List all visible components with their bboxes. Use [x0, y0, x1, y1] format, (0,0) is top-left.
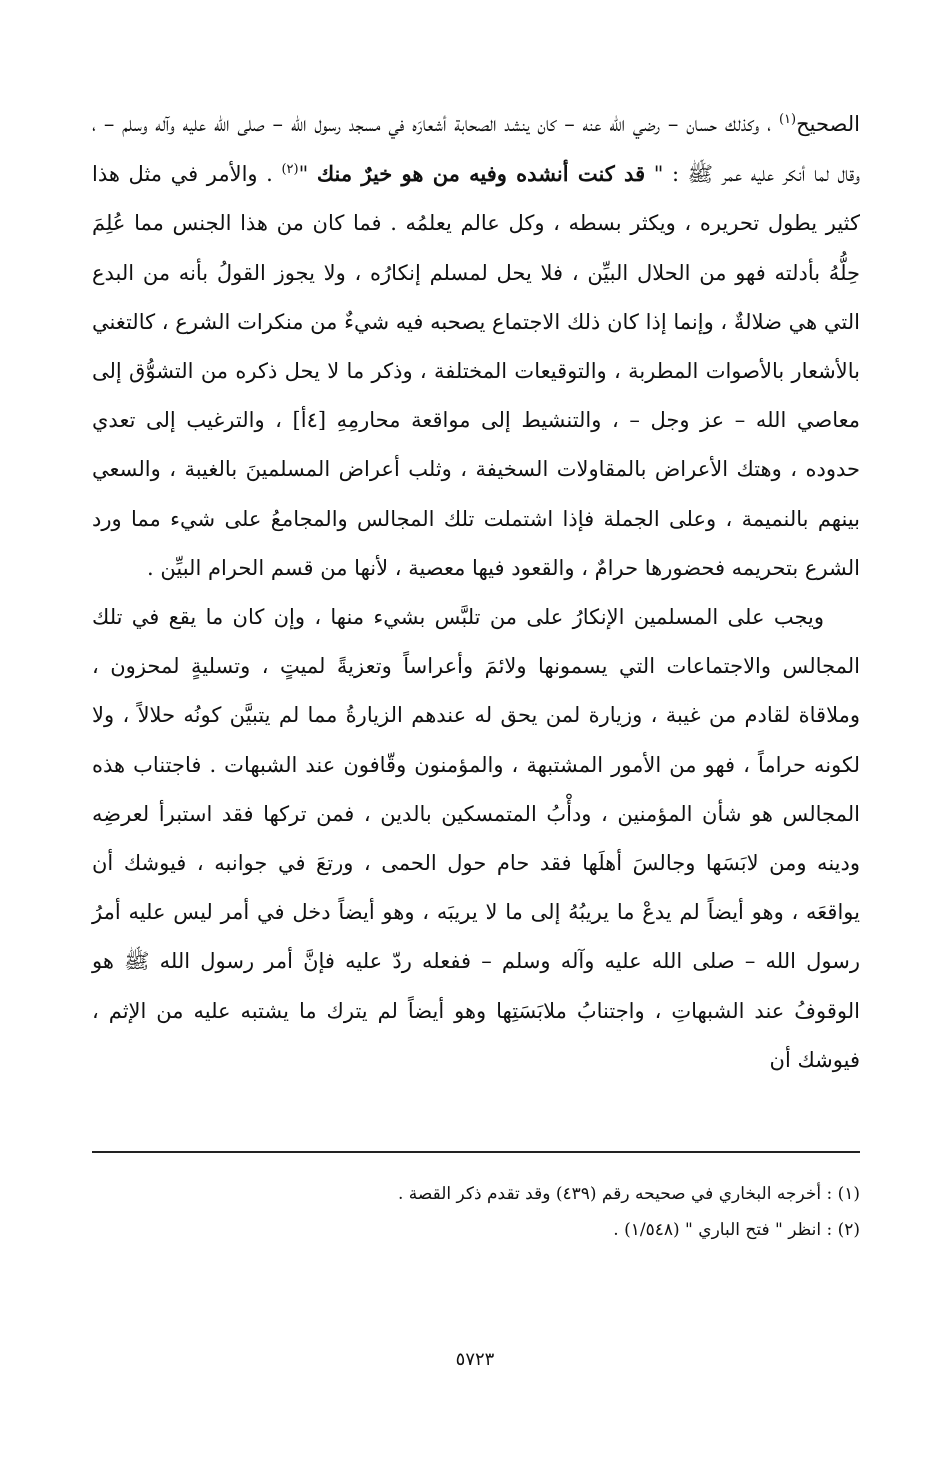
p1-text-mid: ، وكذلك حسان – رضي الله عنه – كان ينشد الصحابة أشعارَه في مسجد رسول الله – صلى الله عليه وآله وسلم – ، وقال لما أنكر عليه عمر ﷺ : ": [92, 112, 860, 187]
footnote-1: (١) : أخرجه البخاري في صحيحه رقم (٤٣٩) وقد تقدم ذكر القصة .: [397, 1184, 860, 1204]
p1-text-start: الصحيح: [796, 112, 860, 136]
paragraph-2: ويجب على المسلمين الإنكارُ على من تلبَّس بشيء منها ، وإن كان ما يقع في تلك المجالس والاجتماعات التي يسمونها ولائمَ وأعراساً وتعزيةً لميتٍ ، وتسليةٍ لمحزون ، وملاقاة لقادم من غيبة ، وزيارة لمن يحق له عندهم الزيارةُ مما لم يتبيَّن كونُه حلالاً ، ولا لكونه حراماً ، فهو من الأمور المشتبهة ، والمؤمنون وقّافون عند الشبهات . فاجتناب هذه المجالس هو شأن المؤمنين ، ودأْبُ المتمسكين بالدين ، فمن تركها فقد استبرأ لعرضِه ودينه ومن لابَسَها وجالسَ أهلَها فقد حام حول الحمى ، ورتعَ في جوانبه ، فيوشك أن يواقعَه ، وهو أيضاً لم يدعْ ما يريبُهُ إلى ما لا يريبَه ، وهو أيضاً دخل في أمر ليس عليه أمرُ رسول الله – صلى الله عليه وآله وسلم – ففعله ردّ عليه فإنَّ أمر رسول الله ﷺ هو الوقوفُ عند الشبهاتِ ، واجتنابُ ملابَسَتِها وهو أيضاً لم يترك ما يشتبه عليه من الإثم ، فيوشك أن: [92, 605, 860, 1072]
quote-bold: قد كنت أنشده وفيه من هو خيرٌ منك: [316, 161, 646, 187]
p1-text-end: . والأمر في مثل هذا كثير يطول تحريره ، ويكثر بسطه ، وكل عالم يعلمُه . فما كان من هذا الجنس مما عُلِمَ حِلُّهُ بأدلته فهو من الحلال البيِّن ، فلا يحل لمسلم إنكارُه ، ولا يجوز القولُ بأنه من البدع التي هي ضلالةٌ ، وإنما إذا كان ذلك الاجتماع يصحبه فيه شيءٌ من منكرات الشرع ، كالتغني بالأشعار بالأصوات المطربة ، والتوقيعات المختلفة ، وذكر ما لا يحل ذكره من التشوُّق إلى معاصي الله – عز وجل – ، والتنشيط إلى مواقعة محارمِهِ [٤أ] ، والترغيب إلى تعدي حدوده ، وهتك الأعراض بالمقاولات السخيفة ، وثلب أعراض المسلمينَ بالغيبة ، والسعي بينهم بالنميمة ، وعلى الجملة فإذا اشتملت تلك المجالس والمجامعُ على شيء مما ورد الشرع بتحريمه فحضورها حرامٌ ، والقعود فيها معصية ، لأنها من قسم الحرام البيِّن .: [92, 162, 860, 580]
p1-quote-close: ": [298, 162, 317, 187]
footnotes: [92, 1176, 860, 1248]
main-text: [92, 100, 860, 1085]
paragraph-1: [92, 100, 860, 593]
footnote-ref-2: (٢): [281, 162, 299, 178]
page-number: ٥٧٢٣: [455, 1349, 495, 1370]
footnote-2: (٢) : انظر " فتح الباري " (١/٥٤٨) .: [613, 1220, 860, 1240]
footnote-ref-1: (١): [778, 112, 797, 127]
footnote-divider: [92, 1151, 860, 1153]
